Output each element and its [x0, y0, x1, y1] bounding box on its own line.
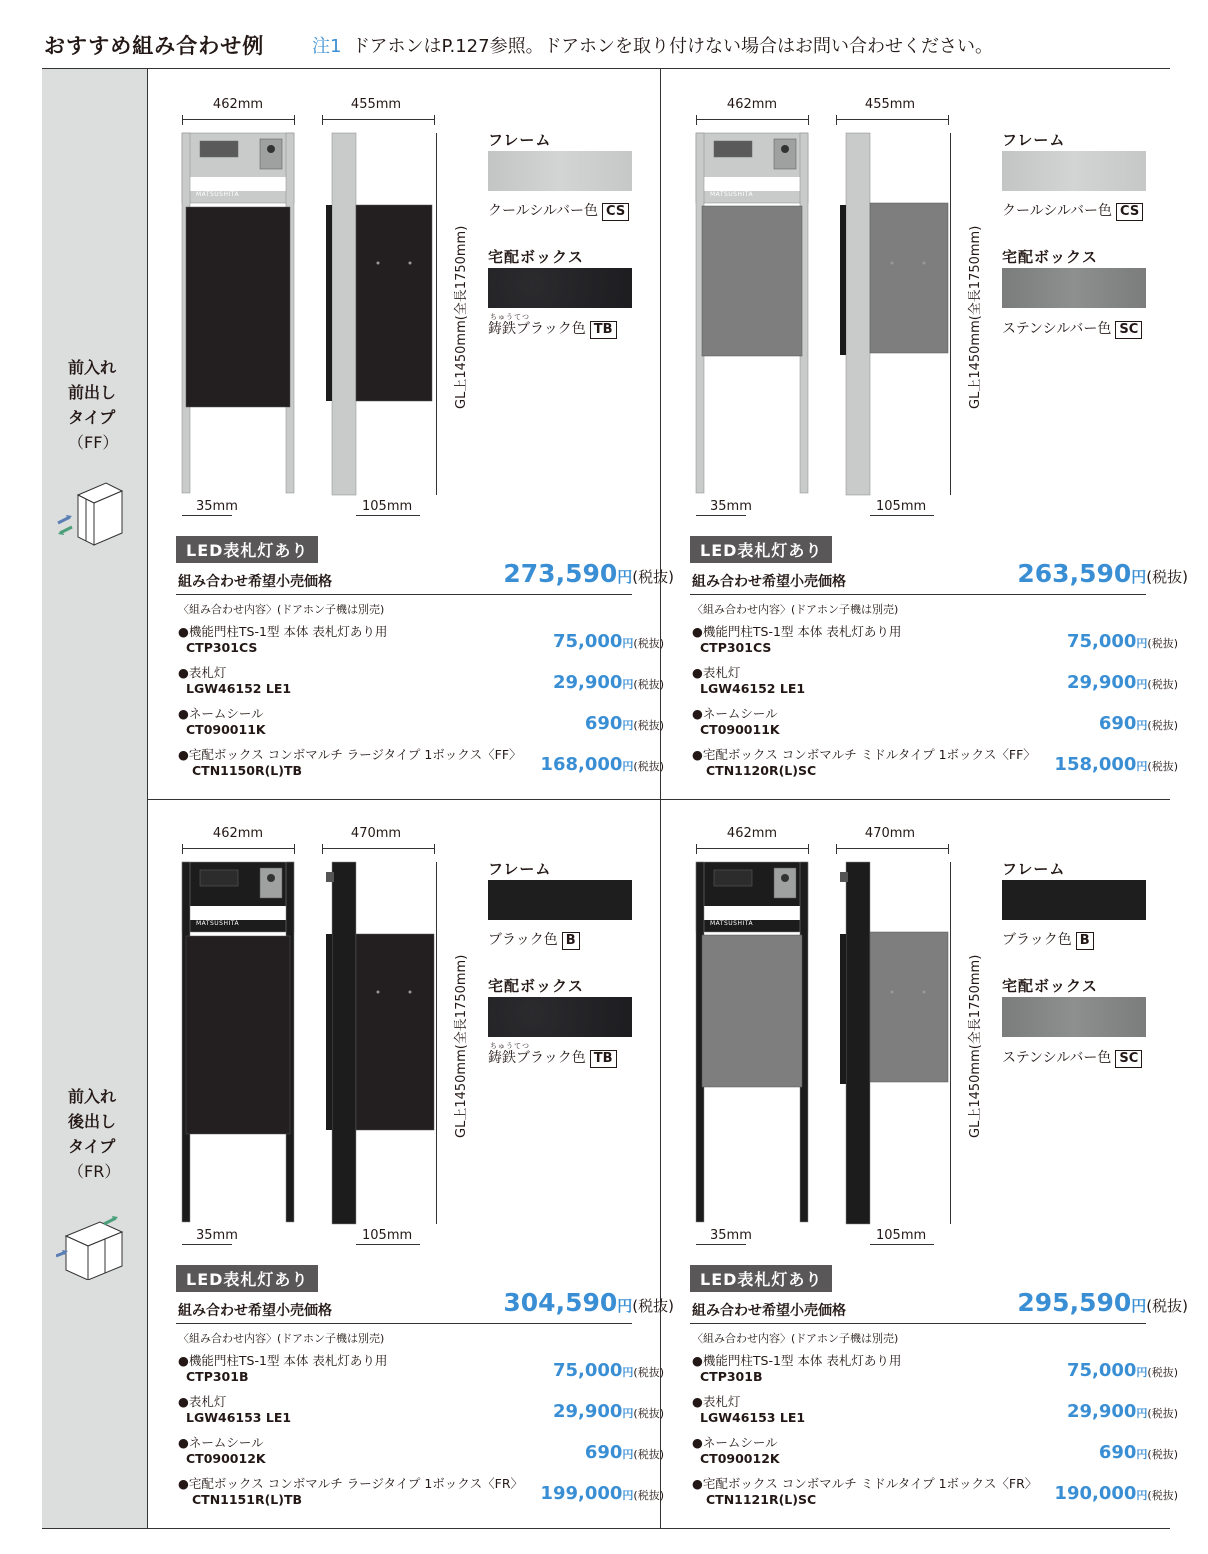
tax-note: (税抜): [1146, 1297, 1188, 1315]
item-name: ●宅配ボックス コンボマルチ ラージタイプ 1ボックス〈FF〉: [178, 747, 522, 762]
item-name: ●宅配ボックス コンボマルチ ミドルタイプ 1ボックス〈FR〉: [692, 1476, 1038, 1491]
yen-unit: 円: [1136, 1366, 1148, 1379]
type-line: タイプ: [68, 1137, 116, 1156]
item-price-value: 190,000: [1054, 1483, 1137, 1504]
yen-unit: 円: [617, 1297, 633, 1315]
tax-note: (税抜): [633, 678, 664, 691]
item-name: ●機能門柱TS-1型 本体 表札灯あり用: [692, 1353, 902, 1368]
frame-title: フレーム: [1002, 131, 1066, 149]
led-badge: LED表札灯あり: [176, 1265, 318, 1292]
frame-color-code: B: [1076, 932, 1094, 950]
frame-color-name: クールシルバー色: [1002, 203, 1113, 219]
tax-note: (税抜): [632, 1297, 674, 1315]
combo-label: 組み合わせ希望小売価格: [178, 1303, 332, 1319]
tax-note: (税抜): [632, 568, 674, 586]
front-width-label: 462mm: [212, 97, 264, 112]
item-code: CTP301CS: [700, 640, 772, 655]
box-depth-label: 105mm: [362, 499, 413, 514]
item-price: [1067, 1360, 1178, 1381]
side-width-label: 470mm: [864, 826, 916, 841]
tax-note: (税抜): [1146, 568, 1188, 586]
combination-panel: [662, 69, 1188, 799]
item-price-value: 29,900: [552, 672, 623, 693]
item-price: [1099, 713, 1178, 734]
tax-note: (税抜): [1147, 1407, 1178, 1420]
page-header: [44, 30, 1174, 64]
item-name: ●ネームシール: [178, 1435, 264, 1450]
combo-label: 組み合わせ希望小売価格: [692, 1303, 846, 1319]
yen-unit: 円: [1136, 1407, 1148, 1420]
yen-unit: 円: [622, 678, 634, 691]
post-width-label: 35mm: [710, 499, 752, 514]
item-code: CTN1151R(L)TB: [192, 1492, 303, 1507]
item-code: CTN1120R(L)SC: [706, 763, 817, 778]
item-price-value: 75,000: [552, 1360, 623, 1381]
frame-title: フレーム: [1002, 860, 1066, 878]
type-line: 前出し: [68, 383, 117, 402]
note-text: ドアホンはP.127参照。ドアホンを取り付けない場合はお問い合わせください。: [352, 36, 994, 57]
type-line: 前入れ: [68, 358, 117, 377]
item-code: CTP301B: [700, 1369, 763, 1384]
item-price: [1054, 1483, 1178, 1504]
yen-unit: 円: [1131, 1297, 1147, 1315]
frame-color-name: ブラック色: [1002, 932, 1072, 948]
box-color-code: TB: [590, 1050, 617, 1068]
item-price-value: 690: [584, 713, 623, 734]
post-width-label: 35mm: [710, 1228, 752, 1243]
frame-title: フレーム: [488, 131, 552, 149]
item-code: CT090012K: [186, 1451, 266, 1466]
height-label: GL上1450mm(全長1750mm): [968, 225, 983, 409]
item-code: LGW46152 LE1: [700, 681, 806, 696]
combo-label: 組み合わせ希望小売価格: [692, 574, 846, 590]
tax-note: (税抜): [633, 1366, 664, 1379]
contents-note: 〈組み合わせ内容〉(ドアホン子機は別売): [178, 1332, 385, 1345]
item-name: ●機能門柱TS-1型 本体 表札灯あり用: [692, 624, 902, 639]
front-width-label: 462mm: [726, 826, 778, 841]
item-price-value: 75,000: [552, 631, 623, 652]
contents-note: 〈組み合わせ内容〉(ドアホン子機は別売): [178, 603, 385, 616]
front-width-label: 462mm: [212, 826, 264, 841]
item-price-value: 168,000: [540, 754, 623, 775]
item-price: [1099, 1442, 1178, 1463]
combo-price-value: 304,590: [503, 1288, 618, 1317]
item-name: ●ネームシール: [692, 706, 778, 721]
yen-unit: 円: [622, 1407, 634, 1420]
led-badge: LED表札灯あり: [176, 536, 318, 563]
box-title: 宅配ボックス: [1002, 977, 1098, 995]
item-price: [1067, 672, 1178, 693]
items-list: [622, 69, 1178, 799]
combination-panel: [148, 69, 674, 799]
item-code: CT090012K: [700, 1451, 780, 1466]
tax-note: (税抜): [633, 637, 664, 650]
tax-note: (税抜): [633, 1489, 664, 1502]
item-price: [1067, 1401, 1178, 1422]
combination-panel: [148, 798, 674, 1528]
box-title: 宅配ボックス: [488, 248, 584, 266]
item-code: CTN1150R(L)TB: [192, 763, 303, 778]
combo-price-value: 295,590: [1017, 1288, 1132, 1317]
item-price-value: 158,000: [1054, 754, 1137, 775]
contents-note: 〈組み合わせ内容〉(ドアホン子機は別売): [692, 603, 899, 616]
box-color-code: SC: [1115, 321, 1142, 339]
items-list: [622, 798, 1178, 1528]
tax-note: (税抜): [1147, 719, 1178, 732]
item-code: CTN1121R(L)SC: [706, 1492, 817, 1507]
type-code: （FF）: [68, 433, 119, 452]
item-code: CT090011K: [186, 722, 266, 737]
item-name: ●宅配ボックス コンボマルチ ラージタイプ 1ボックス〈FR〉: [178, 1476, 524, 1491]
yen-unit: 円: [622, 760, 634, 773]
tax-note: (税抜): [633, 1448, 664, 1461]
yen-unit: 円: [617, 568, 633, 586]
item-code: LGW46152 LE1: [186, 681, 292, 696]
tax-note: (税抜): [1147, 760, 1178, 773]
item-price-value: 690: [1098, 713, 1137, 734]
box-title: 宅配ボックス: [488, 977, 584, 995]
type-line: タイプ: [68, 408, 116, 427]
tax-note: (税抜): [1147, 678, 1178, 691]
frame-color-name: ブラック色: [488, 932, 558, 948]
frame-color-name: クールシルバー色: [488, 203, 599, 219]
side-width-label: 455mm: [864, 97, 916, 112]
tax-note: (税抜): [633, 1407, 664, 1420]
post-width-label: 35mm: [196, 499, 238, 514]
item-code: CT090011K: [700, 722, 780, 737]
box-color-code: SC: [1115, 1050, 1142, 1068]
height-label: GL上1450mm(全長1750mm): [454, 225, 469, 409]
yen-unit: 円: [1136, 760, 1148, 773]
item-code: CTP301CS: [186, 640, 258, 655]
box-depth-label: 105mm: [876, 1228, 927, 1243]
type-code: （FR）: [68, 1162, 121, 1181]
item-price-value: 29,900: [1066, 672, 1137, 693]
combination-panel: [662, 798, 1188, 1528]
side-width-label: 470mm: [350, 826, 402, 841]
frame-color-code: CS: [602, 203, 629, 221]
height-label: GL上1450mm(全長1750mm): [968, 954, 983, 1138]
tax-note: (税抜): [1147, 1489, 1178, 1502]
box-color-ruby: ちゅうてつ: [490, 313, 530, 321]
page-title: おすすめ組み合わせ例: [44, 34, 265, 58]
side-width-label: 455mm: [350, 97, 402, 112]
yen-unit: 円: [622, 637, 634, 650]
item-code: CTP301B: [186, 1369, 249, 1384]
combo-price-value: 273,590: [503, 559, 618, 588]
box-color-name: 鋳鉄ブラック色: [488, 1050, 586, 1066]
yen-unit: 円: [1131, 568, 1147, 586]
brand-logo: MATSUSHITA: [196, 920, 240, 927]
items-list: [108, 798, 664, 1528]
height-label: GL上1450mm(全長1750mm): [454, 954, 469, 1138]
box-depth-label: 105mm: [362, 1228, 413, 1243]
yen-unit: 円: [1136, 1448, 1148, 1461]
item-name: ●ネームシール: [178, 706, 264, 721]
box-color-name: ステンシルバー色: [1002, 1050, 1112, 1066]
yen-unit: 円: [622, 1489, 634, 1502]
tax-note: (税抜): [633, 719, 664, 732]
combo-label: 組み合わせ希望小売価格: [178, 574, 332, 590]
yen-unit: 円: [622, 719, 634, 732]
item-code: LGW46153 LE1: [186, 1410, 292, 1425]
item-price: [1067, 631, 1178, 652]
post-width-label: 35mm: [196, 1228, 238, 1243]
item-price-value: 75,000: [1066, 631, 1137, 652]
frame-color-code: CS: [1116, 203, 1143, 221]
yen-unit: 円: [1136, 1489, 1148, 1502]
item-price-value: 75,000: [1066, 1360, 1137, 1381]
brand-logo: MATSUSHITA: [710, 191, 754, 198]
tax-note: (税抜): [1147, 1366, 1178, 1379]
item-name: ●ネームシール: [692, 1435, 778, 1450]
item-name: ●機能門柱TS-1型 本体 表札灯あり用: [178, 624, 388, 639]
frame-color-code: B: [562, 932, 580, 950]
brand-logo: MATSUSHITA: [196, 191, 240, 198]
item-name: ●機能門柱TS-1型 本体 表札灯あり用: [178, 1353, 388, 1368]
item-price-value: 29,900: [552, 1401, 623, 1422]
item-name: ●表札灯: [178, 665, 227, 680]
combination-row: [42, 69, 1188, 800]
item-price-value: 690: [1098, 1442, 1137, 1463]
type-line: 前入れ: [68, 1087, 117, 1106]
yen-unit: 円: [622, 1448, 634, 1461]
item-price-value: 690: [584, 1442, 623, 1463]
front-width-label: 462mm: [726, 97, 778, 112]
box-color-name: ステンシルバー色: [1002, 321, 1112, 337]
yen-unit: 円: [1136, 637, 1148, 650]
yen-unit: 円: [1136, 678, 1148, 691]
box-title: 宅配ボックス: [1002, 248, 1098, 266]
combination-row: [42, 798, 1188, 1529]
item-name: ●表札灯: [178, 1394, 227, 1409]
yen-unit: 円: [1136, 719, 1148, 732]
note-label: 注1: [312, 36, 342, 57]
box-color-name: 鋳鉄ブラック色: [488, 321, 586, 337]
item-name: ●表札灯: [692, 665, 741, 680]
tax-note: (税抜): [633, 760, 664, 773]
box-color-code: TB: [590, 321, 617, 339]
item-price: [1054, 754, 1178, 775]
item-price-value: 199,000: [540, 1483, 623, 1504]
combo-price-value: 263,590: [1017, 559, 1132, 588]
item-code: LGW46153 LE1: [700, 1410, 806, 1425]
contents-note: 〈組み合わせ内容〉(ドアホン子機は別売): [692, 1332, 899, 1345]
item-price-value: 29,900: [1066, 1401, 1137, 1422]
items-list: [108, 69, 664, 799]
item-name: ●宅配ボックス コンボマルチ ミドルタイプ 1ボックス〈FF〉: [692, 747, 1036, 762]
led-badge: LED表札灯あり: [690, 536, 832, 563]
brand-logo: MATSUSHITA: [710, 920, 754, 927]
tax-note: (税抜): [1147, 1448, 1178, 1461]
tax-note: (税抜): [1147, 637, 1178, 650]
yen-unit: 円: [622, 1366, 634, 1379]
box-depth-label: 105mm: [876, 499, 927, 514]
item-name: ●表札灯: [692, 1394, 741, 1409]
box-color-ruby: ちゅうてつ: [490, 1042, 530, 1050]
led-badge: LED表札灯あり: [690, 1265, 832, 1292]
type-line: 後出し: [68, 1112, 117, 1131]
frame-title: フレーム: [488, 860, 552, 878]
